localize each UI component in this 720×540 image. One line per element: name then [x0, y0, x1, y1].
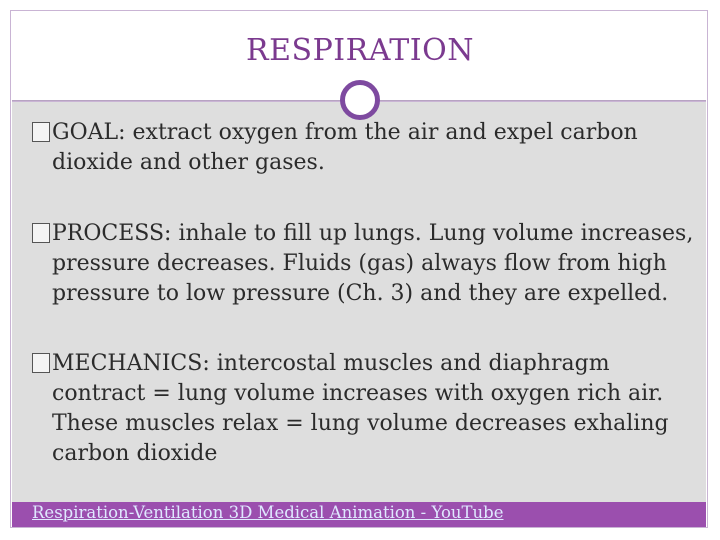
bullet-text: GOAL: extract oxygen from the air and expel carbon dioxide and other gases.: [52, 120, 638, 175]
youtube-video-link[interactable]: Respiration-Ventilation 3D Medical Animation - YouTube: [32, 503, 504, 522]
bullet-mechanics: [32, 349, 702, 469]
bullet-text: PROCESS: inhale to fill up lungs. Lung volume increases, pressure decreases. Fluids (gas) always flow from high pressure to low pressure (Ch. 3) and they are expelled.: [52, 221, 694, 306]
bullet-box-icon: [32, 353, 50, 373]
ring-ornament-icon: [340, 80, 380, 120]
bullet-text: MECHANICS: intercostal muscles and diaphragm contract = lung volume increases with oxygen rich air. These muscles relax = lung volume decreases exhaling carbon dioxide: [52, 351, 669, 466]
bullet-process: [32, 219, 702, 309]
slide-title: RESPIRATION: [246, 33, 474, 68]
bullet-box-icon: [32, 122, 50, 142]
bullet-box-icon: [32, 223, 50, 243]
bullet-goal: [32, 118, 702, 178]
